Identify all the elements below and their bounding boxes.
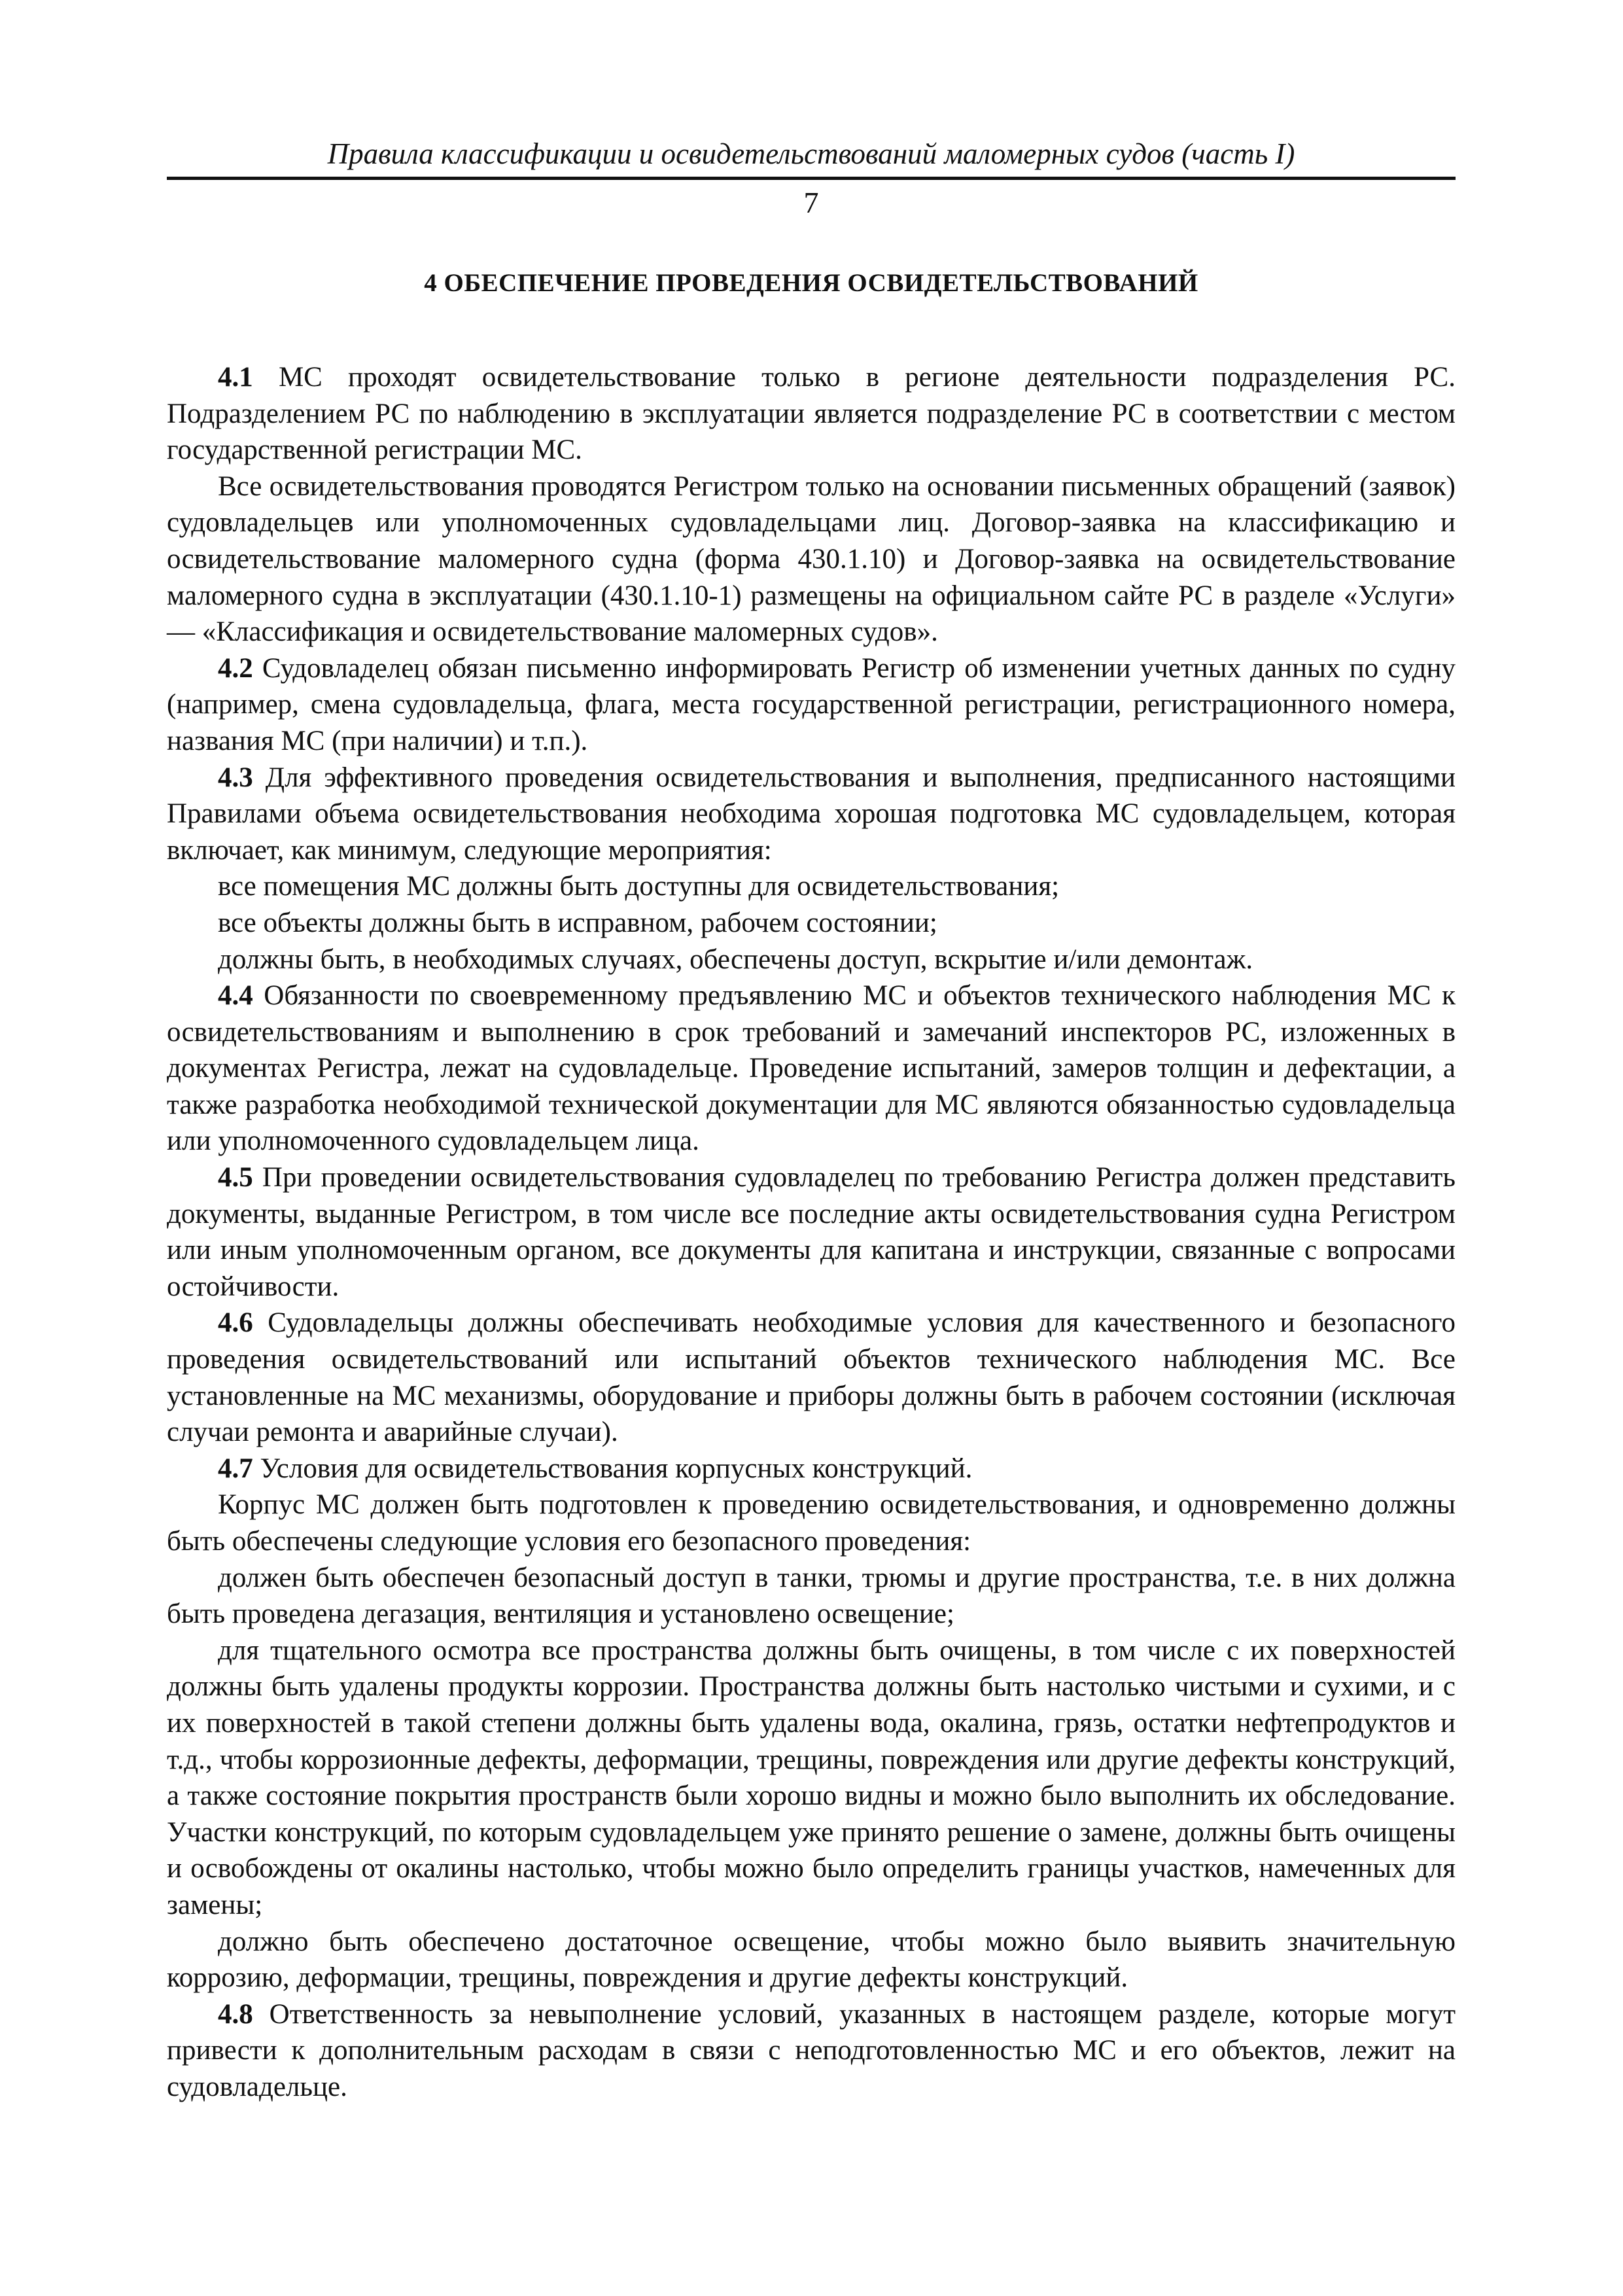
running-header: Правила классификации и освидетельствований маломерных судов (часть I)	[327, 137, 1295, 170]
paragraph-text: Для эффективного проведения освидетельствования и выполнения, предписанного настоящими Правилами объема освидетельствования необходима хорошая подготовка МС судовладельцем, которая включает, как минимум, следующие мероприятия:	[167, 762, 1456, 866]
paragraph-text: Судовладелец обязан письменно информировать Регистр об изменении учетных данных по судну (например, смена судовладельца, флага, места государственной регистрации, регистрационного номера, названия МС (при наличии) и т.п.).	[167, 652, 1456, 756]
paragraph-4-3	[167, 760, 1456, 869]
section-body	[167, 359, 1456, 2106]
paragraph-text: все помещения МС должны быть доступны для освидетельствования;	[218, 871, 1060, 902]
paragraph-text: При проведении освидетельствования судовладелец по требованию Регистра должен представить документы, выданные Регистром, в том числе все последние акты освидетельствования судна Регистром или иным уполномоченным органом, все документы для капитана и инструкции, связанные с вопросами остойчивости.	[167, 1162, 1456, 1302]
paragraph-text: Ответственность за невыполнение условий, указанных в настоящем разделе, которые могут привести к дополнительным расходам в связи с неподготовленностью МС и его объектов, лежит на судовладельце.	[167, 1998, 1456, 2102]
clause-number: 4.2	[218, 652, 253, 684]
header-rule	[167, 177, 1456, 180]
paragraph-4-4	[167, 978, 1456, 1159]
paragraph-text: все объекты должны быть в исправном, рабочем состоянии;	[218, 907, 937, 938]
clause-number: 4.5	[218, 1162, 253, 1193]
list-item	[167, 868, 1456, 905]
clause-number: 4.8	[218, 1998, 253, 2030]
paragraph-text: Условия для освидетельствования корпусных конструкций.	[253, 1453, 973, 1484]
paragraph-text: Обязанности по своевременному предъявлению МС и объектов технического наблюдения МС к освидетельствованиям и выполнению в срок требований и замечаний инспекторов РС, изложенных в документах Регистра, лежат на судовладельце. Проведение испытаний, замеров толщин и дефектации, а также разработка необходимой технической документации для МС являются обязанностью судовладельца или уполномоченного судовладельцем лица.	[167, 980, 1456, 1157]
paragraph-text: Корпус МС должен быть подготовлен к проведению освидетельствования, и одновременно должны быть обеспечены следующие условия его безопасного проведения:	[167, 1489, 1456, 1557]
clause-number: 4.3	[218, 762, 253, 793]
paragraph-4-8	[167, 1996, 1456, 2106]
list-item	[167, 942, 1456, 978]
list-item	[167, 1633, 1456, 1924]
paragraph	[167, 468, 1456, 650]
paragraph-text: МС проходят освидетельствование только в регионе деятельности подразделения РС. Подразделением РС по наблюдению в эксплуатации является подразделение РС в соответствии с местом государственной регистрации МС.	[167, 362, 1456, 466]
paragraph-4-7	[167, 1451, 1456, 1487]
paragraph-text: должно быть обеспечено достаточное освещение, чтобы можно было выявить значительную коррозию, деформации, трещины, повреждения и другие дефекты конструкций.	[167, 1926, 1456, 1994]
clause-number: 4.1	[218, 362, 253, 393]
paragraph-4-5	[167, 1159, 1456, 1305]
paragraph-text: Все освидетельствования проводятся Регистром только на основании письменных обращений (заявок) судовладельцев или уполномоченных судовладельцами лиц. Договор-заявка на классификацию и освидетельствование маломерного судна (форма 430.1.10) и Договор-заявка на освидетельствование маломерного судна в эксплуатации (430.1.10-1) размещены на официальном сайте РС в разделе «Услуги» — «Классификация и освидетельствование маломерных судов».	[167, 470, 1456, 648]
paragraph-text: должен быть обеспечен безопасный доступ в танки, трюмы и другие пространства, т.е. в них должна быть проведена дегазация, вентиляция и установлено освещение;	[167, 1562, 1456, 1630]
paragraph	[167, 1487, 1456, 1559]
list-item	[167, 1924, 1456, 1996]
paragraph-text: должны быть, в необходимых случаях, обеспечены доступ, вскрытие и/или демонтаж.	[218, 944, 1253, 975]
section-title: 4 ОБЕСПЕЧЕНИЕ ПРОВЕДЕНИЯ ОСВИДЕТЕЛЬСТВОВАНИЙ	[424, 269, 1198, 297]
list-item	[167, 1560, 1456, 1633]
list-item	[167, 905, 1456, 942]
paragraph-4-2	[167, 650, 1456, 760]
clause-number: 4.6	[218, 1307, 253, 1339]
paragraph-text: Судовладельцы должны обеспечивать необходимые условия для качественного и безопасного проведения освидетельствований или испытаний объектов технического наблюдения МС. Все установленные на МС механизмы, оборудование и приборы должны быть в рабочем состоянии (исключая случаи ремонта и аварийные случаи).	[167, 1307, 1456, 1448]
clause-number: 4.7	[218, 1453, 253, 1484]
page-number: 7	[803, 186, 819, 219]
paragraph-text: для тщательного осмотра все пространства должны быть очищены, в том числе с их поверхностей должны быть удалены продукты коррозии. Пространства должны быть настолько чистыми и сухими, и с их поверхностей в такой степени должны быть удалены вода, окалина, грязь, остатки нефтепродуктов и т.д., чтобы коррозионные дефекты, деформации, трещины, повреждения или другие дефекты конструкций, а также состояние покрытия пространств были хорошо видны и можно было выполнить их обследование. Участки конструкций, по которым судовладельцем уже принято решение о замене, должны быть очищены и освобождены от окалины настолько, чтобы можно было определить границы участков, намеченных для замены;	[167, 1634, 1456, 1920]
clause-number: 4.4	[218, 980, 253, 1012]
paragraph-4-1	[167, 359, 1456, 468]
paragraph-4-6	[167, 1305, 1456, 1450]
